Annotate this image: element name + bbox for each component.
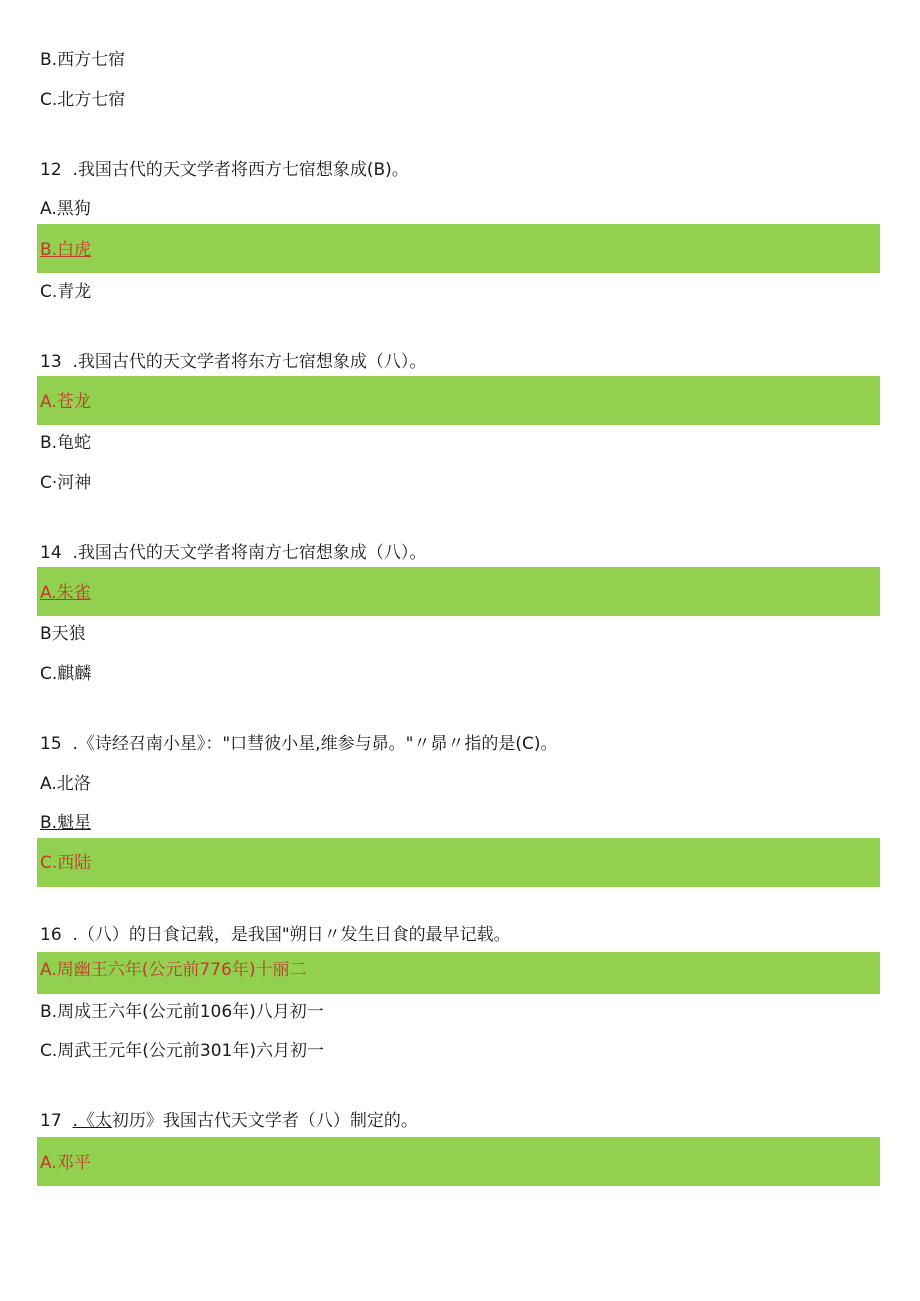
answer-option-text: A.苍龙 <box>40 392 91 412</box>
option-text: B.魁星 <box>40 813 92 833</box>
question-text <box>40 1110 418 1132</box>
answer-highlight <box>37 376 880 425</box>
option-text: C·河神 <box>40 473 92 493</box>
answer-highlight <box>37 838 880 887</box>
question-text: 16 .（八）的日食记载，是我国"朔日〃发生日食的最早记载。 <box>40 925 511 945</box>
answer-highlight <box>37 1137 880 1186</box>
option-text: B.西方七宿 <box>40 50 126 70</box>
question-text: 15 .《诗经召南小星》："口彗彼小星,维参与昴。"〃昴〃指的是(C)。 <box>40 734 558 754</box>
answer-option-text: A.邓平 <box>40 1153 91 1173</box>
answer-option-text: B.白虎 <box>40 240 92 260</box>
question-text: 13 .我国古代的天文学者将东方七宿想象成（八）。 <box>40 352 427 372</box>
option-text: C.北方七宿 <box>40 90 126 110</box>
question-text: 12 .我国古代的天文学者将西方七宿想象成(B)。 <box>40 160 409 180</box>
answer-option-text: A.朱雀 <box>40 583 91 603</box>
option-text: B.龟蛇 <box>40 433 92 453</box>
answer-highlight <box>37 224 880 273</box>
answer-option-text: A.周幽王六年(公元前776年)十丽二 <box>40 960 307 980</box>
answer-option-text: C.西陆 <box>40 853 92 873</box>
question-rest-text: 初历》我国古代天文学者（八）制定的。 <box>111 1111 418 1131</box>
option-text: B天狼 <box>40 624 86 644</box>
option-text: B.周成王六年(公元前106年)八月初一 <box>40 1002 324 1022</box>
answer-highlight <box>37 567 880 616</box>
option-text: C.麒麟 <box>40 664 92 684</box>
option-text: A.黑狗 <box>40 199 91 219</box>
question-number: 17 <box>40 1111 73 1131</box>
option-text: C.周武王元年(公元前301年)六月初一 <box>40 1041 324 1061</box>
option-text: A.北洛 <box>40 774 91 794</box>
option-text: C.青龙 <box>40 282 92 302</box>
question-text: 14 .我国古代的天文学者将南方七宿想象成（八）。 <box>40 543 427 563</box>
question-underlined-text: .《太 <box>72 1111 112 1131</box>
